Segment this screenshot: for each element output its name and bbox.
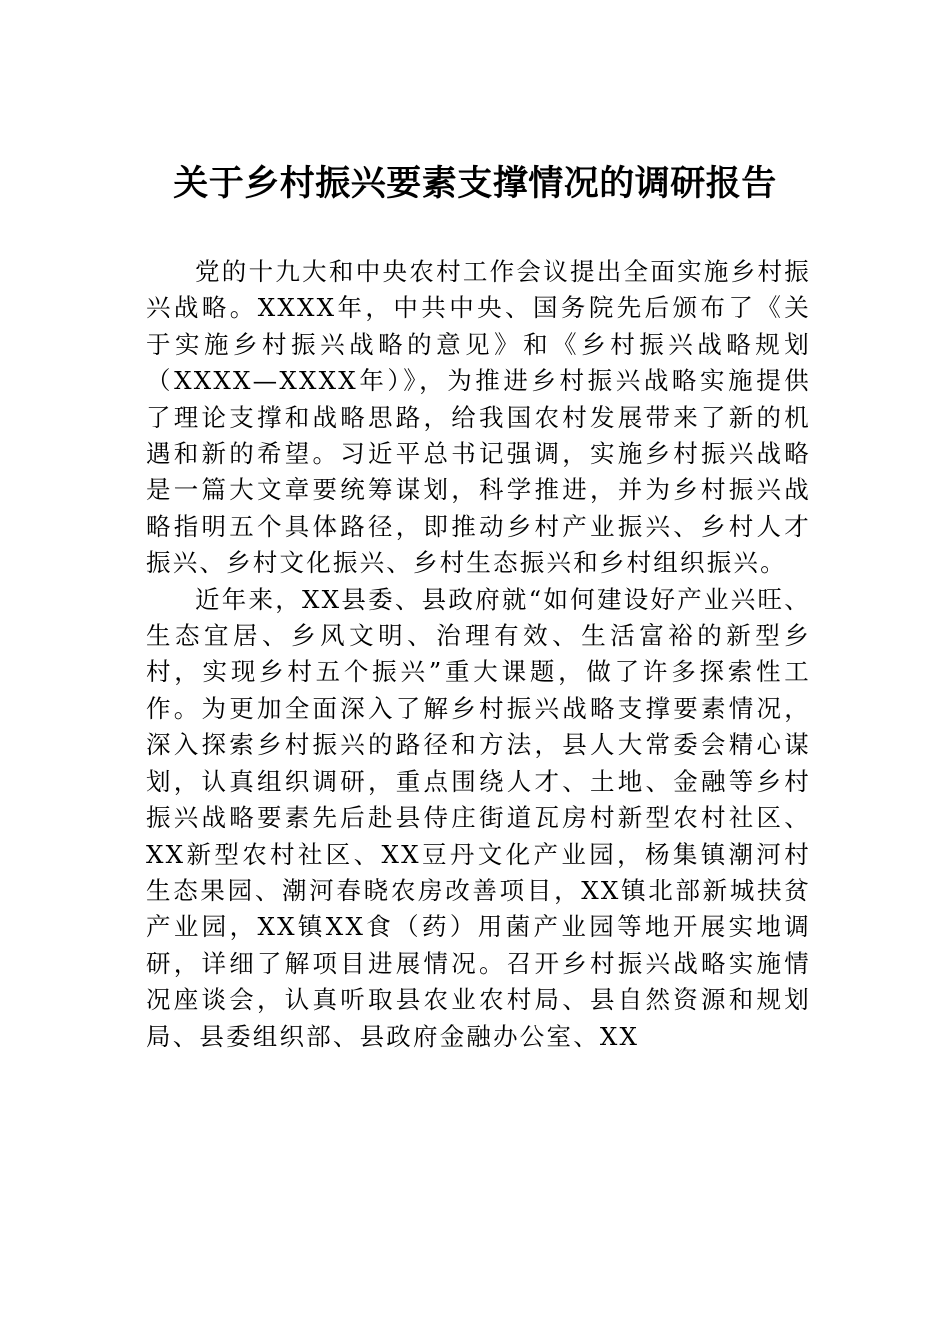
paragraph-2: 近年来，XX县委、县政府就“如何建设好产业兴旺、生态宜居、乡风文明、治理有效、生活富裕的新型乡村，实现乡村五个振兴”重大课题，做了许多探索性工作。为更加全面深入了解乡村振兴战略支撑要素情况，深入探索乡村振兴的路径和方法，县人大常委会精心谋划，认真组织调研，重点围绕人才、土地、金融等乡村振兴战略要素先后赴县侍庄街道瓦房村新型农村社区、XX新型农村社区、XX豆丹文化产业园，杨集镇潮河村生态果园、潮河春晓农房改善项目，XX镇北部新城扶贫产业园，XX镇XX食（药）用菌产业园等地开展实地调研，详细了解项目进展情况。召开乡村振兴战略实施情况座谈会，认真听取县农业农村局、县自然资源和规划局、县委组织部、县政府金融办公室、XX: [146, 584, 811, 1051]
paragraph-1: 党的十九大和中央农村工作会议提出全面实施乡村振兴战略。XXXX年，中共中央、国务院先后颁布了《关于实施乡村振兴战略的意见》和《乡村振兴战略规划（XXXX—XXXX年）》，为推进乡村振兴战略实施提供了理论支撑和战略思路，给我国农村发展带来了新的机遇和新的希望。习近平总书记强调，实施乡村振兴战略是一篇大文章要统筹谋划，科学推进，并为乡村振兴战略指明五个具体路径，即推动乡村产业振兴、乡村人才振兴、乡村文化振兴、乡村生态振兴和乡村组织振兴。: [146, 257, 811, 578]
document-title: 关于乡村振兴要素支撑情况的调研报告: [173, 163, 777, 204]
document-body: [146, 254, 811, 1055]
